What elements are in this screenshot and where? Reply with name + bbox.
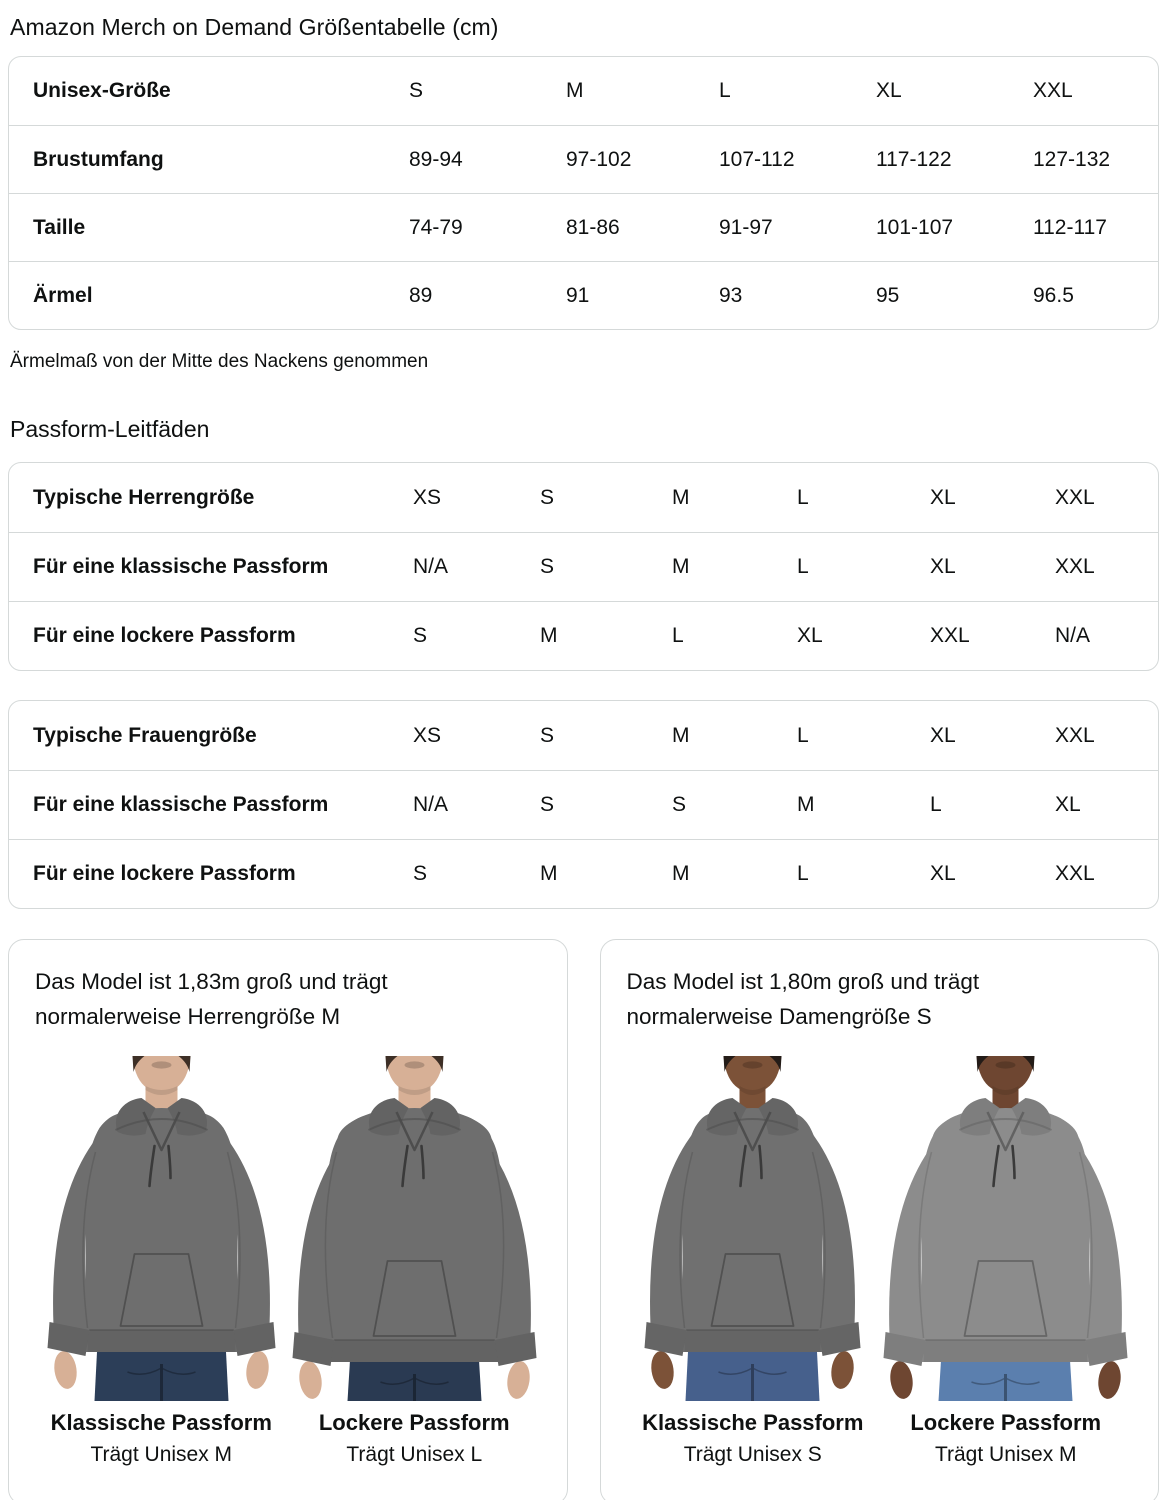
size-cell: L xyxy=(930,793,942,816)
size-cell: XL xyxy=(876,79,902,102)
size-cell: S xyxy=(413,624,428,647)
table-row xyxy=(9,261,1158,329)
size-cell: S xyxy=(409,79,424,102)
size-cell: S xyxy=(540,723,555,747)
size-cell: M xyxy=(797,793,815,816)
model-photo xyxy=(288,1056,541,1401)
row-label: Für eine lockere Passform xyxy=(33,624,296,647)
figures-row xyxy=(27,1056,549,1467)
size-cell: L xyxy=(797,485,809,509)
size-cell: L xyxy=(797,723,809,747)
figure-fit-label: Klassische Passform xyxy=(50,1410,272,1435)
figure-size-label: Trägt Unisex M xyxy=(934,1443,1077,1466)
size-cell: 97-102 xyxy=(566,147,632,171)
size-cell: 117-122 xyxy=(876,147,952,171)
size-cell: XL xyxy=(930,862,956,885)
size-cell: XXL xyxy=(1055,723,1095,747)
size-cell: XXL xyxy=(1033,79,1073,102)
size-cell: 112-117 xyxy=(1033,215,1107,239)
size-cell: 107-112 xyxy=(719,147,795,171)
table-row xyxy=(9,125,1158,193)
size-cell: S xyxy=(540,793,555,816)
model-photo xyxy=(626,1056,879,1401)
table-row xyxy=(9,839,1158,908)
row-label: Taille xyxy=(33,215,86,239)
size-cell: 96.5 xyxy=(1033,283,1074,307)
size-cell: XL xyxy=(1055,793,1081,816)
sleeve-measure-note: Ärmelmaß von der Mitte des Nackens genommen xyxy=(10,351,429,372)
row-label: Unisex-Größe xyxy=(33,79,171,102)
model-description-men: Das Model ist 1,83m groß und trägt normalerweise Herrengröße M xyxy=(35,969,388,1029)
size-cell: XXL xyxy=(1055,485,1095,509)
figure-fit-label: Lockere Passform xyxy=(318,1410,510,1435)
size-cell: N/A xyxy=(1055,624,1091,647)
size-cell: 89 xyxy=(409,283,433,307)
size-cell: L xyxy=(672,624,684,647)
size-cell: XS xyxy=(413,485,442,509)
model-cards xyxy=(8,939,1159,1500)
figure-size-label: Trägt Unisex M xyxy=(90,1443,233,1466)
size-cell: XXL xyxy=(1055,555,1095,578)
model-figure xyxy=(626,1056,879,1467)
figure-fit-label: Lockere Passform xyxy=(910,1410,1102,1435)
figure-fit-label: Klassische Passform xyxy=(642,1410,864,1435)
table-row xyxy=(9,770,1158,839)
fit-guides-heading: Passform-Leitfäden xyxy=(10,416,210,442)
size-cell: 81-86 xyxy=(566,215,620,239)
size-cell: 91-97 xyxy=(719,215,773,239)
table-row xyxy=(9,601,1158,670)
row-label: Für eine klassische Passform xyxy=(33,555,329,578)
womens-fit-table xyxy=(8,700,1159,909)
size-cell: 93 xyxy=(719,283,743,307)
size-cell: S xyxy=(540,485,555,509)
size-cell: N/A xyxy=(413,793,449,816)
page-title: Amazon Merch on Demand Größentabelle (cm) xyxy=(10,14,499,40)
mens-fit-table xyxy=(8,462,1159,671)
size-cell: M xyxy=(672,862,690,885)
size-cell: XL xyxy=(930,555,956,578)
size-cell: M xyxy=(672,723,690,747)
row-label: Typische Frauengröße xyxy=(33,723,257,747)
table-row xyxy=(9,701,1158,770)
size-cell: M xyxy=(672,555,690,578)
model-figure xyxy=(288,1056,541,1467)
size-cell: S xyxy=(672,793,687,816)
size-cell: M xyxy=(672,485,690,509)
size-cell: XS xyxy=(413,723,442,747)
row-label: Für eine lockere Passform xyxy=(33,862,296,885)
model-figure xyxy=(35,1056,288,1467)
row-label: Für eine klassische Passform xyxy=(33,793,329,816)
size-cell: L xyxy=(719,79,731,102)
figures-row xyxy=(619,1056,1141,1467)
model-card-women xyxy=(600,939,1160,1500)
size-cell: 91 xyxy=(566,283,590,307)
table-row xyxy=(9,532,1158,601)
size-cell: M xyxy=(566,79,584,102)
size-cell: S xyxy=(540,555,555,578)
row-label: Ärmel xyxy=(33,283,93,307)
model-figure xyxy=(879,1056,1132,1467)
table-row xyxy=(9,57,1158,125)
size-cell: N/A xyxy=(413,555,449,578)
model-photo xyxy=(35,1056,288,1401)
size-cell: XL xyxy=(930,485,956,509)
size-cell: 74-79 xyxy=(409,215,463,239)
row-label: Typische Herrengröße xyxy=(33,485,255,509)
size-cell: XL xyxy=(797,624,823,647)
model-photo xyxy=(879,1056,1132,1401)
size-cell: XXL xyxy=(1055,862,1095,885)
size-cell: 95 xyxy=(876,283,900,307)
size-cell: 101-107 xyxy=(876,215,954,239)
size-cell: M xyxy=(540,862,558,885)
size-cell: S xyxy=(413,862,428,885)
figure-size-label: Trägt Unisex S xyxy=(683,1443,822,1466)
figure-size-label: Trägt Unisex L xyxy=(346,1443,483,1466)
size-cell: XXL xyxy=(930,624,970,647)
size-cell: L xyxy=(797,862,809,885)
size-cell: M xyxy=(540,624,558,647)
size-table xyxy=(8,56,1159,330)
size-cell: L xyxy=(797,555,809,578)
model-card-men xyxy=(8,939,568,1500)
size-cell: XL xyxy=(930,723,956,747)
size-cell: 127-132 xyxy=(1033,147,1111,171)
table-row xyxy=(9,193,1158,261)
table-row xyxy=(9,463,1158,532)
row-label: Brustumfang xyxy=(33,147,164,171)
size-cell: 89-94 xyxy=(409,147,463,171)
model-description-women: Das Model ist 1,80m groß und trägt normalerweise Damengröße S xyxy=(626,969,980,1029)
